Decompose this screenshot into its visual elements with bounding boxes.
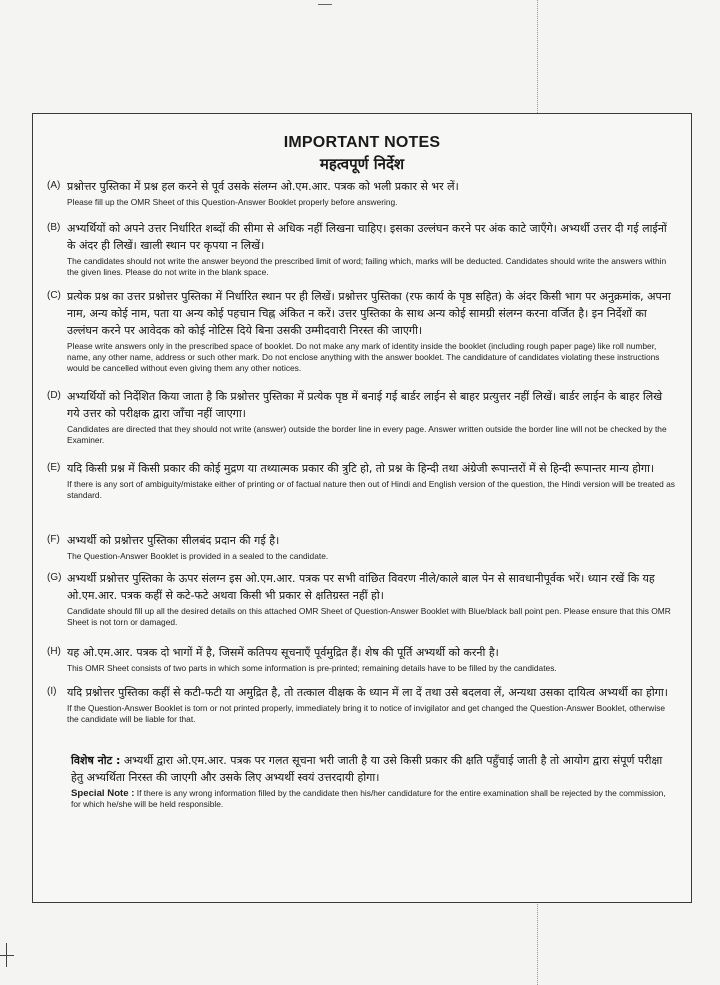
note-mark: (A): [47, 180, 61, 191]
note-english: Candidate should fill up all the desired details on this attached OMR Sheet of Question-Answer Booklet with Blue/black ball point pen. Please ensure that this OMR Sheet is not torn or damaged.: [67, 606, 671, 627]
note-mark: (G): [47, 572, 62, 583]
note-a: [47, 178, 675, 208]
note-f: [47, 532, 675, 562]
notes-box: [32, 113, 692, 903]
note-english: Please fill up the OMR Sheet of this Question-Answer Booklet properly before answering.: [67, 197, 398, 207]
note-hindi: अभ्यर्थी प्रश्नोत्तर पुस्तिका के ऊपर संलग्न इस ओ.एम.आर. पत्रक पर सभी वांछित विवरण नीले/काले बाल पेन से सावधानीपूर्वक भरें। ध्यान रखें कि यह ओ.एम.आर. पत्रक कहीं से कटे-फटे अथवा किसी भी प्रकार से क्षतिग्रस्त नहीं हो।: [67, 572, 655, 602]
note-mark: (D): [47, 390, 61, 401]
scan-mark-top: [318, 4, 332, 5]
note-hindi: अभ्यर्थियों को अपने उत्तर निर्धारित शब्दों की सीमा से अधिक नहीं लिखना चाहिए। इसका उल्लंघन करने पर अंक काटे जाएँगे। अभ्यर्थी उत्तर दी गई लाईनों के अंदर ही लिखें। खाली स्थान पर कृपया न लिखें।: [67, 222, 667, 252]
note-english: The Question-Answer Booklet is provided in a sealed to the candidate.: [67, 551, 329, 561]
registration-mark-h: [0, 955, 14, 956]
note-english: Candidates are directed that they should not write (answer) outside the border line in every page. Answer written outside the border line will not be checked by the Examiner.: [67, 424, 667, 445]
note-english: This OMR Sheet consists of two parts in which some information is pre-printed; remaining details have to be filled by the candidates.: [67, 663, 557, 673]
note-d: [47, 388, 675, 446]
note-hindi: प्रत्येक प्रश्न का उत्तर प्रश्नोत्तर पुस्तिका में निर्धारित स्थान पर ही लिखें। प्रश्नोत्तर पुस्तिका (रफ कार्य के पृष्ठ सहित) के अंदर किसी भाग पर अनुक्रमांक, अपना नाम, अन्य कोई नाम, पता या अन्य कोई पहचान चिह्न अंकित न करें। उत्तर पुस्तिका के साथ अन्य कोई सामग्री संलग्न करना वर्जित है। इन निर्देशों का उल्लंघन करने पर आवेदक को कोई नोटिस दिये बिना उसकी उम्मीदवारी निरस्त की जाएगी।: [67, 290, 671, 337]
note-english: The candidates should not write the answer beyond the prescribed limit of word; failing which, marks will be deducted. Candidates should write the answers within the given lines. Please do not write in the blank space.: [67, 256, 667, 277]
special-label-english: Special Note :: [71, 788, 135, 799]
note-c: [47, 288, 675, 374]
note-mark: (H): [47, 646, 61, 657]
note-hindi: यदि किसी प्रश्न में किसी प्रकार की कोई मुद्रण या तथ्यात्मक प्रकार की त्रुटि हो, तो प्रश्न के हिन्दी तथा अंग्रेजी रूपान्तरों में से हिन्दी रूपान्तर मान्य होगा।: [67, 462, 655, 475]
note-h: [47, 644, 675, 674]
note-mark: (F): [47, 534, 60, 545]
note-mark: (I): [47, 686, 57, 697]
title-english: IMPORTANT NOTES: [283, 134, 441, 151]
note-i: [47, 684, 675, 725]
note-english: If there is any sort of ambiguity/mistake either of printing or of factual nature then out of Hindi and English version of the question, the Hindi version will be treated as standard.: [67, 479, 675, 500]
special-note: [71, 752, 675, 810]
note-b: [47, 220, 675, 278]
note-hindi: यदि प्रश्नोत्तर पुस्तिका कहीं से कटी-फटी या अमुद्रित है, तो तत्काल वीक्षक के ध्यान में ला दें तथा उसे बदलवा लें, अन्यथा उसका दायित्व अभ्यर्थी का होगा।: [67, 686, 668, 699]
note-g: [47, 570, 675, 628]
title-hindi: महत्वपूर्ण निर्देश: [319, 155, 405, 173]
special-text-english: If there is any wrong information filled by the candidate then his/her candidature for the entire examination shall be rejected by the commission, for which he/she will be held responsible.: [71, 788, 666, 809]
note-e: [47, 460, 675, 501]
note-english: Please write answers only in the prescribed space of booklet. Do not make any mark of identity inside the booklet (including rough paper page) like roll number, name, any other name, address or such other mark. Do not enclose anything with the answer booklet. The candidature of candidates violating these instructions would be cancelled without even giving them any other notices.: [67, 341, 660, 373]
special-label-hindi: विशेष नोट :: [71, 754, 121, 767]
note-mark: (C): [47, 290, 61, 301]
note-mark: (B): [47, 222, 61, 233]
note-hindi: यह ओ.एम.आर. पत्रक दो भागों में है, जिसमें कतिपय सूचनाएँ पूर्वमुद्रित हैं। शेष की पूर्ति अभ्यर्थी को करनी है।: [67, 646, 499, 659]
note-hindi: अभ्यर्थी को प्रश्नोत्तर पुस्तिका सीलबंद प्रदान की गई है।: [67, 534, 280, 547]
note-hindi: प्रश्नोत्तर पुस्तिका में प्रश्न हल करने से पूर्व उसके संलग्न ओ.एम.आर. पत्रक को भली प्रकार से भर लें।: [67, 180, 459, 193]
special-text-hindi: अभ्यर्थी द्वारा ओ.एम.आर. पत्रक पर गलत सूचना भरी जाती है या उसे किसी प्रकार की क्षति पहुँचाई जाती है तो आयोग द्वारा संपूर्ण परीक्षा हेतु अभ्यर्थिता निरस्त की जाएगी और उसके लिए अभ्यर्थी स्वयं उत्तरदायी होगा।: [71, 754, 663, 784]
note-mark: (E): [47, 462, 61, 473]
note-english: If the Question-Answer Booklet is torn or not printed properly, immediately bring it to notice of invigilator and get changed the Question-Answer Booklet, otherwise the candidate will be liable for that.: [67, 703, 666, 724]
note-hindi: अभ्यर्थियों को निर्देशित किया जाता है कि प्रश्नोत्तर पुस्तिका में प्रत्येक पृष्ठ में बनाई गई बार्डर लाईन से बाहर प्रत्युत्तर नहीं लिखें। बार्डर लाईन के बाहर लिखे गये उत्तर को परीक्षक द्वारा जाँचा नहीं जाएगा।: [67, 390, 663, 420]
